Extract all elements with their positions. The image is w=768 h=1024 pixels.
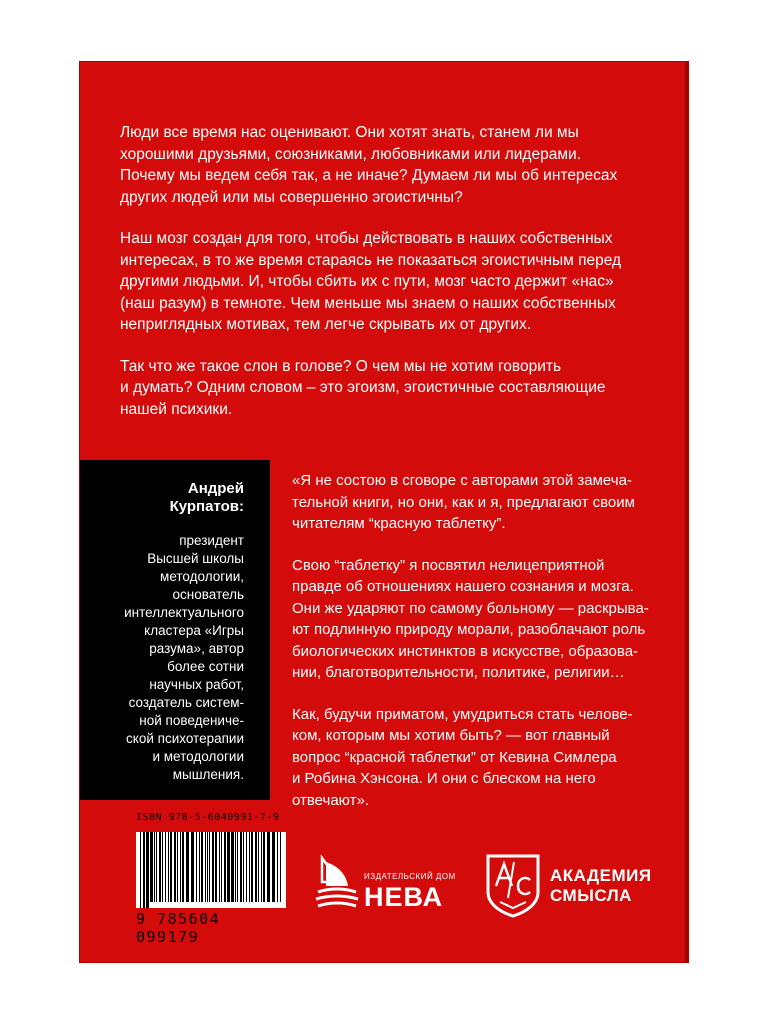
quote-paragraph-3: Как, будучи приматом, умудриться стать челове- ком, которым мы хотим быть? — вот главный вопрос “красной таблетки” от Кевина Симлера и Робина Хэнсона. И они с блеском на него отвечают». [292,705,633,809]
intro-paragraph-1: Люди все время нас оценивают. Они хотят знать, станем ли мы хорошими друзьями, союзниками, любовниками или лидерами. Почему мы ведем себя так, а не иначе? Думаем ли мы об интересах других людей или мы совершенно эгоистичны? [120,124,618,206]
publisher-academy-logo [484,852,684,918]
barcode-block [136,812,286,946]
endorsement-quote [292,470,672,831]
author-box [80,460,270,800]
quote-paragraph-2: Свою “таблетку” я посвятил нелицеприятной правде об отношениях нашего сознания и мозга. Они же ударяют по самому больному — раскрыва- ют подлинную природу морали, разоблачают роль биологических инстинктов в искусстве, образова- нии, благотворительности, политике, религии… [292,556,649,681]
intro-text [120,122,640,440]
barcode-icon [136,832,286,908]
publisher-academy-name: АКАДЕМИЯ СМЫСЛА [550,866,652,905]
isbn-text: ISBN 978-5-6040991-7-9 [136,812,280,823]
book-back-cover [80,62,688,962]
author-bio: президент Высшей школы методологии, основатель интеллектуального кластера «Игры разума», автор более сотни научных работ, создатель систем- ной поведениче- ской психотерапии и методологии мышления. [124,533,244,782]
shield-as-icon [484,852,542,918]
ship-sail-icon [314,852,360,916]
intro-paragraph-3: Так что же такое слон в голове? О чем мы не хотим говорить и думать? Одним словом – это эгоизм, эгоистичные составляющие нашей психики. [120,357,606,418]
cover-edge [684,62,688,962]
author-name: Андрей Курпатов: [169,480,244,515]
publisher-neva-title: НЕВА [364,882,444,912]
barcode-number: 9 785604 099179 [136,910,221,946]
publisher-neva-subtitle: ИЗДАТЕЛЬСКИЙ ДОМ [364,872,456,881]
intro-paragraph-2: Наш мозг создан для того, чтобы действовать в наших собственных интересах, в то же время стараясь не показаться эгоистичным перед другими людьми. И, чтобы сбить их с пути, мозг часто держит «нас» (наш разум) в темноте. Чем меньше мы знаем о наших собственных неприглядных мотивах, тем легче скрывать их от других. [120,230,622,333]
publisher-neva-logo [314,852,464,918]
quote-paragraph-1: «Я не состою в сговоре с авторами этой замеча- тельной книги, но они, как и я, предлагают своим читателям “красную таблетку”. [292,472,635,532]
